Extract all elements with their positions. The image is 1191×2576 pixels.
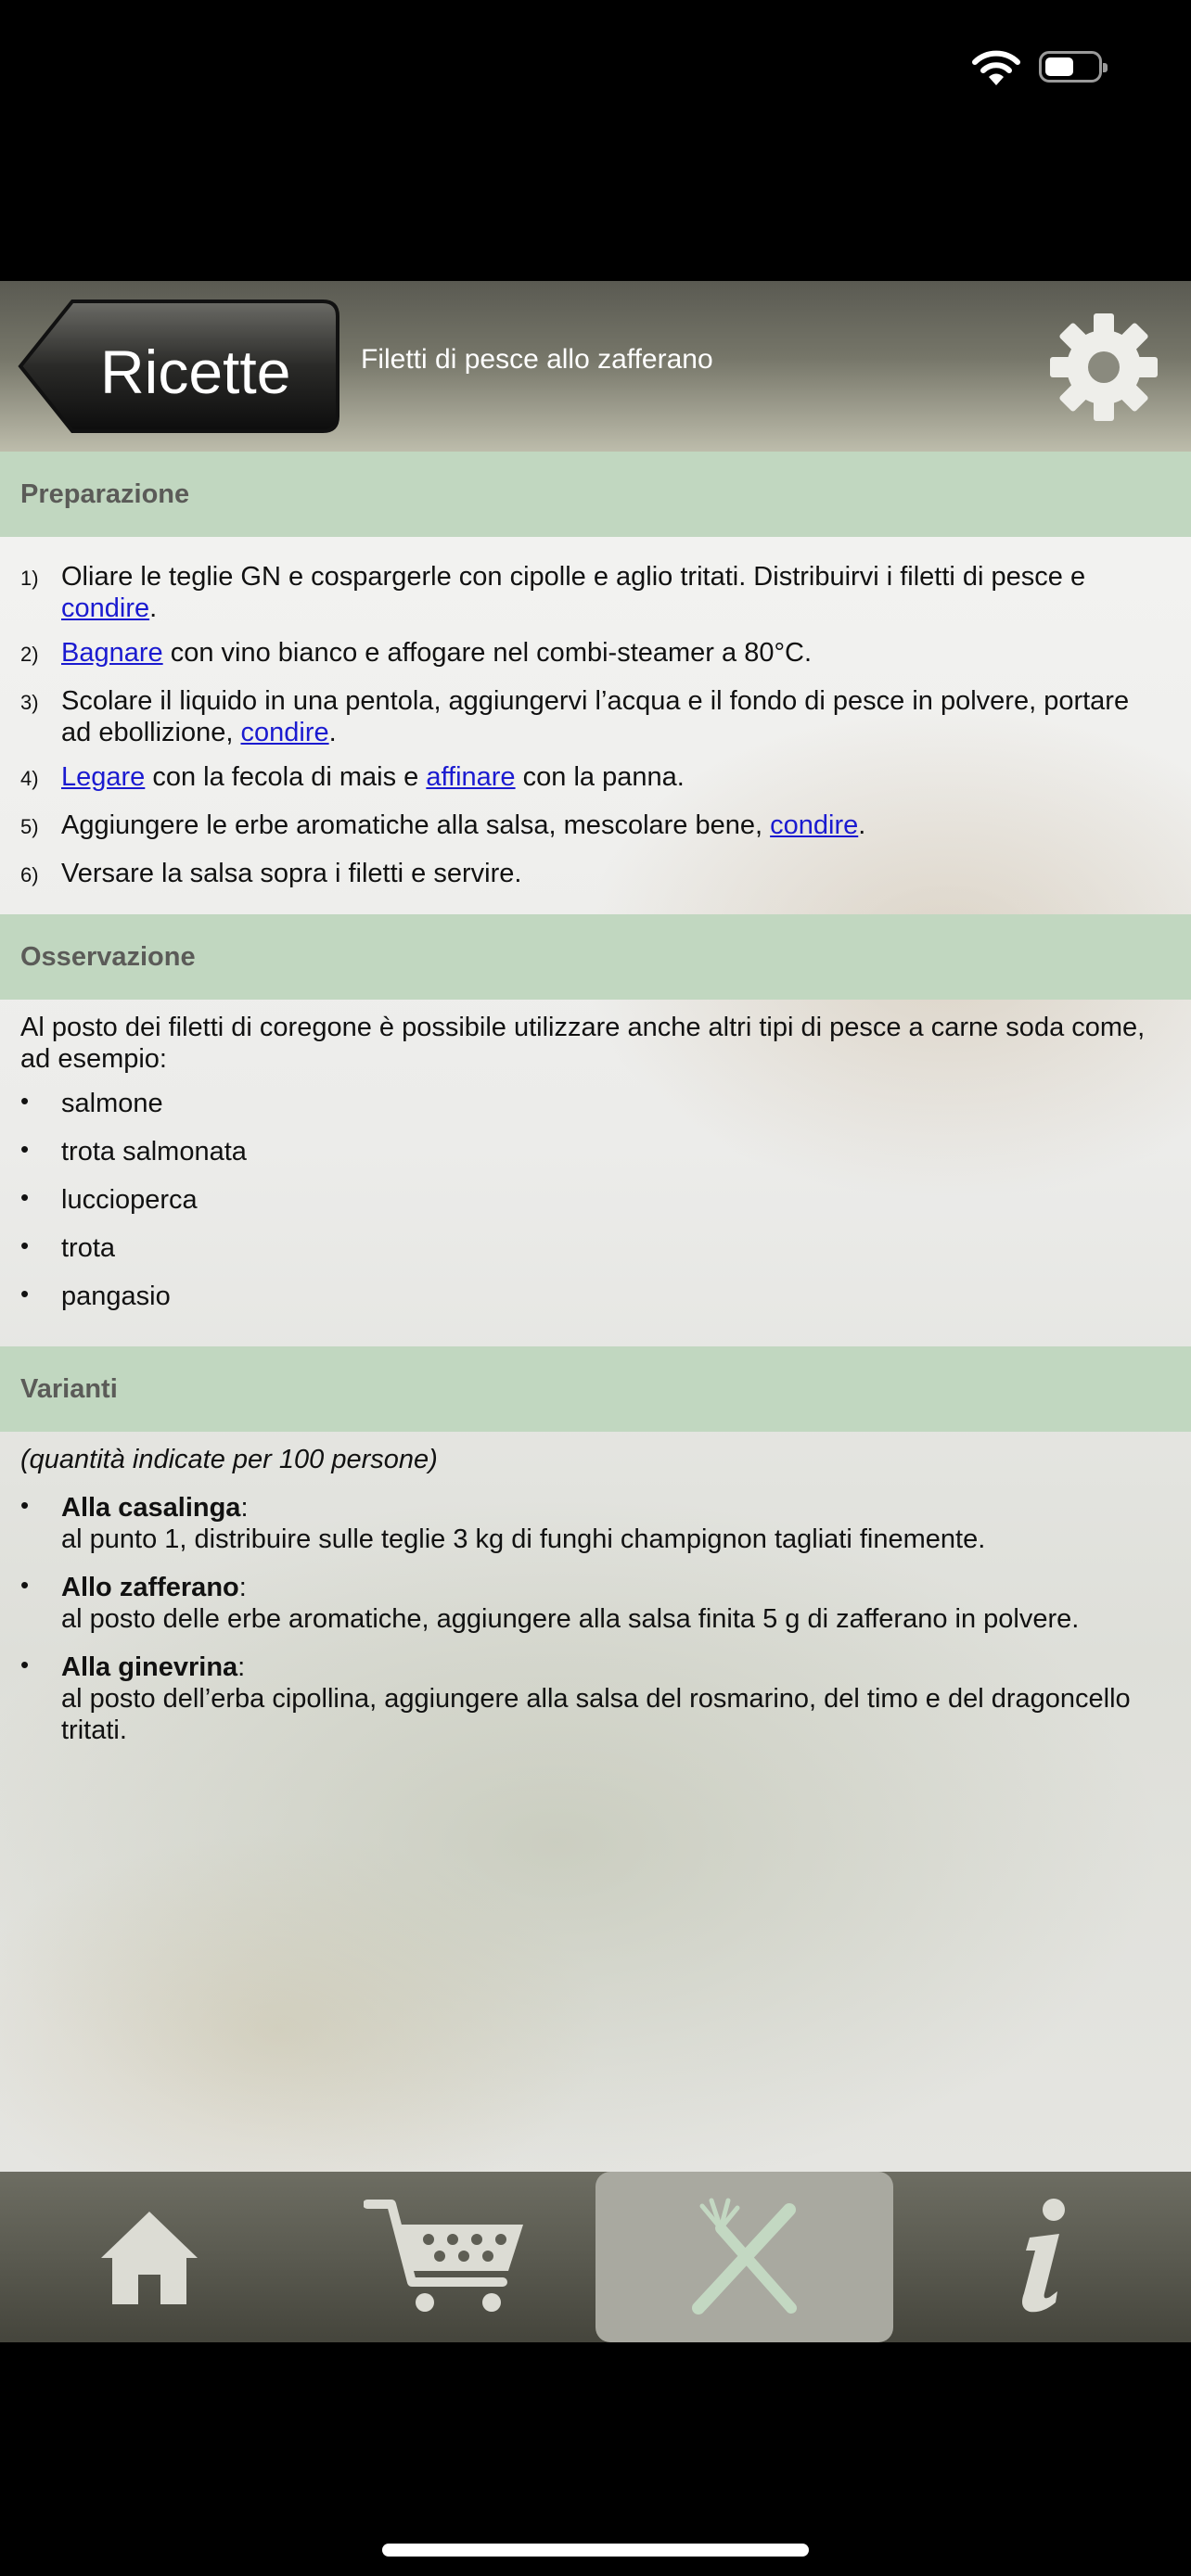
list-item: trota salmonata xyxy=(61,1137,247,1167)
back-button-label: Ricette xyxy=(100,338,291,406)
bullet: • xyxy=(20,1231,30,1259)
variant-title: Alla ginevrina xyxy=(61,1652,238,1682)
step-number: 3) xyxy=(20,691,39,714)
tab-bar xyxy=(0,2172,1191,2342)
list-item: salmone xyxy=(61,1089,163,1118)
step-1: Oliare le teglie GN e cospargerle con cipolle e aglio tritati. Distribuirvi i filetti di pesce e condire. xyxy=(61,562,1086,623)
bagnare-link[interactable]: Bagnare xyxy=(61,638,163,668)
list-item: trota xyxy=(61,1233,116,1263)
recipe-content[interactable] xyxy=(0,452,1191,2172)
bullet: • xyxy=(20,1491,30,1519)
bullet: • xyxy=(20,1087,30,1115)
step-3: Scolare il liquido in una pentola, aggiungervi l’acqua e il fondo di pesce in polvere, portare ad ebollizione, condire. xyxy=(61,686,1130,747)
info-icon xyxy=(1005,2197,1080,2317)
bullet: • xyxy=(20,1183,30,1211)
affinare-link[interactable]: affinare xyxy=(426,762,516,792)
tab-home[interactable] xyxy=(0,2172,298,2342)
bullet: • xyxy=(20,1280,30,1307)
cart-icon xyxy=(364,2197,531,2317)
variant-desc: al posto delle erbe aromatiche, aggiungere alla salsa finita 5 g di zafferano in polvere. xyxy=(61,1604,1080,1634)
variant-title: Alla casalinga xyxy=(61,1493,241,1523)
battery-icon xyxy=(1039,51,1102,83)
home-icon xyxy=(94,2206,205,2308)
list-item: luccioperca xyxy=(61,1185,198,1215)
step-number: 2) xyxy=(20,643,39,666)
bullet: • xyxy=(20,1571,30,1599)
tab-cart[interactable] xyxy=(298,2172,596,2342)
variant-desc: al posto dell’erba cipollina, aggiungere alla salsa del rosmarino, del timo e del dragoncello tritati. xyxy=(61,1684,1131,1745)
section-header-osservazione: Osservazione xyxy=(0,914,1191,1000)
gear-icon[interactable] xyxy=(1048,312,1159,423)
step-4: Legare con la fecola di mais e affinare con la panna. xyxy=(61,762,685,792)
section-header-preparazione: Preparazione xyxy=(0,452,1191,537)
step-2: Bagnare con vino bianco e affogare nel combi-steamer a 80°C. xyxy=(61,638,813,668)
variant-item: Alla ginevrina: al posto dell’erba cipollina, aggiungere alla salsa del rosmarino, del timo e del dragoncello tritati. xyxy=(61,1652,1131,1745)
varianti-note: (quantità indicate per 100 persone) xyxy=(20,1445,438,1474)
variant-title: Allo zafferano xyxy=(61,1573,239,1602)
step-number: 5) xyxy=(20,815,39,838)
variant-item: Alla casalinga: al punto 1, distribuire sulle teglie 3 kg di funghi champignon tagliati finemente. xyxy=(61,1493,986,1554)
step-5: Aggiungere le erbe aromatiche alla salsa, mescolare bene, condire. xyxy=(61,810,866,840)
wifi-icon xyxy=(970,48,1022,87)
condire-link[interactable]: condire xyxy=(240,718,329,747)
variant-desc: al punto 1, distribuire sulle teglie 3 kg di funghi champignon tagliati finemente. xyxy=(61,1524,986,1554)
list-item: pangasio xyxy=(61,1282,171,1311)
step-number: 1) xyxy=(20,567,39,590)
back-button[interactable] xyxy=(17,298,341,435)
fork-knife-icon xyxy=(680,2197,810,2317)
condire-link[interactable]: condire xyxy=(770,810,859,840)
status-bar xyxy=(0,0,1191,281)
home-indicator[interactable] xyxy=(382,2544,809,2557)
bullet: • xyxy=(20,1651,30,1678)
step-number: 6) xyxy=(20,863,39,886)
variant-item: Allo zafferano: al posto delle erbe aromatiche, aggiungere alla salsa finita 5 g di zafferano in polvere. xyxy=(61,1573,1080,1634)
navigation-bar xyxy=(0,281,1191,452)
tab-info[interactable] xyxy=(893,2172,1191,2342)
tab-recipes[interactable] xyxy=(596,2172,893,2342)
condire-link[interactable]: condire xyxy=(61,593,150,623)
section-header-varianti: Varianti xyxy=(0,1346,1191,1432)
bullet: • xyxy=(20,1135,30,1163)
legare-link[interactable]: Legare xyxy=(61,762,146,792)
osservazione-intro: Al posto dei filetti di coregone è possibile utilizzare anche altri tipi di pesce a carne soda come, ad esempio: xyxy=(20,1013,1146,1074)
page-title: Filetti di pesce allo zafferano xyxy=(361,344,713,375)
step-number: 4) xyxy=(20,767,39,790)
step-6: Versare la salsa sopra i filetti e servire. xyxy=(61,859,522,888)
